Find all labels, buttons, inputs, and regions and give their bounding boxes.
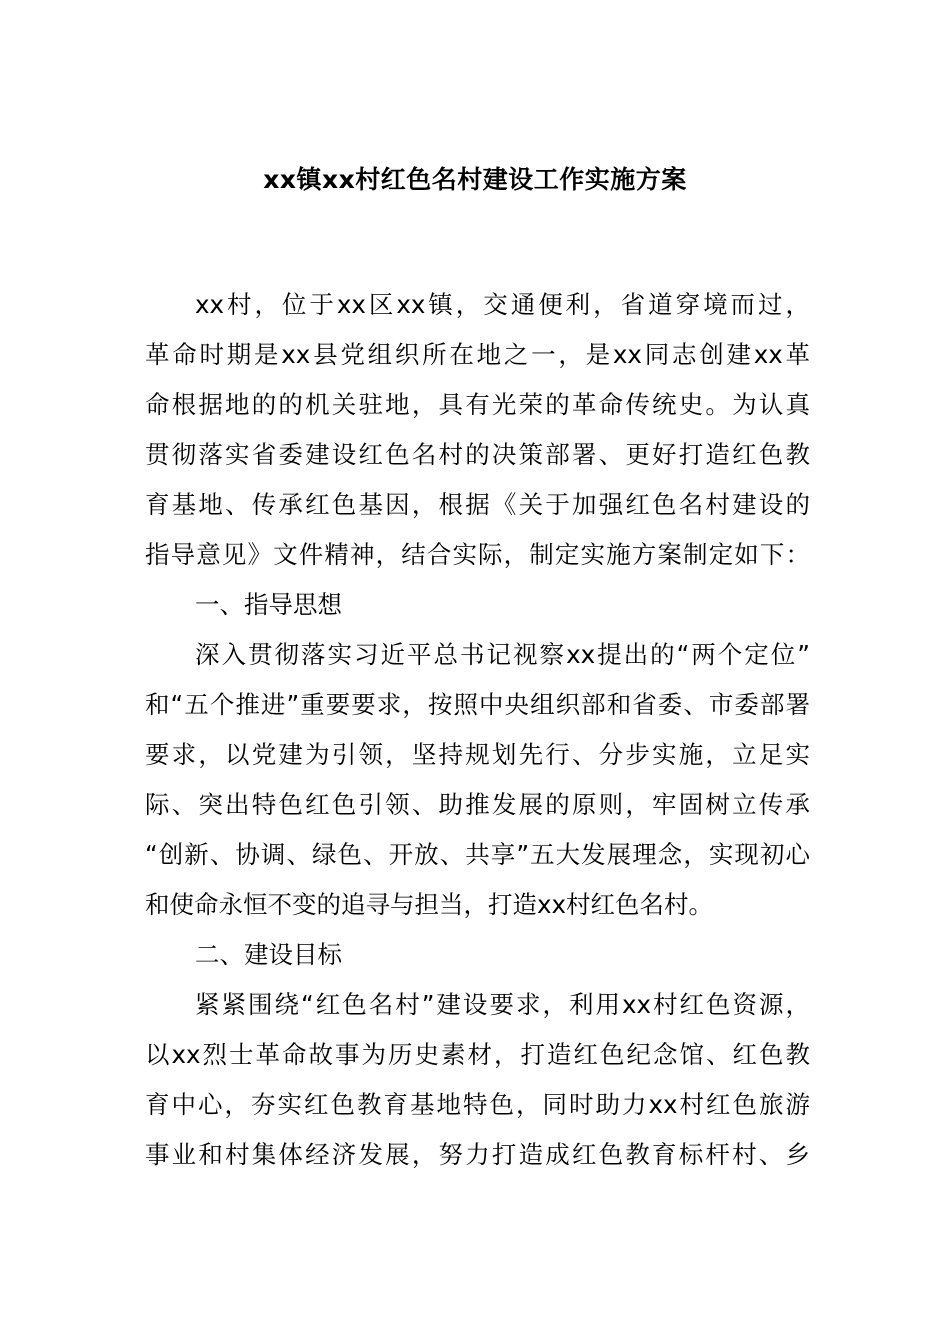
paragraph-line: 贯彻落实省委建设红色名村的决策部署、更好打造红色教	[145, 440, 810, 469]
paragraph-line: 指导意见》文件精神，结合实际，制定实施方案制定如下：	[145, 540, 810, 569]
paragraph-line: 要求，以党建为引领，坚持规划先行、分步实施，立足实	[145, 740, 810, 769]
paragraph-line: 紧紧围绕“红色名村”建设要求，利用xx村红色资源，	[195, 990, 810, 1019]
paragraph-line: 事业和村集体经济发展，努力打造成红色教育标杆村、乡	[145, 1140, 810, 1169]
paragraph-line: 际、突出特色红色引领、助推发展的原则，牢固树立传承	[145, 790, 810, 819]
section-heading: 二、建设目标	[195, 940, 342, 969]
paragraph-line: 命根据地的的机关驻地，具有光荣的革命传统史。为认真	[145, 390, 810, 419]
paragraph-line: 和“五个推进”重要要求，按照中央组织部和省委、市委部署	[145, 690, 810, 719]
paragraph-line: 深入贯彻落实习近平总书记视察xx提出的“两个定位”	[195, 640, 810, 669]
paragraph-line: 革命时期是xx县党组织所在地之一，是xx同志创建xx革	[145, 340, 810, 369]
paragraph-line: “创新、协调、绿色、开放、共享”五大发展理念，实现初心	[145, 840, 810, 869]
document-body	[145, 280, 810, 1180]
paragraph-line: 育中心，夯实红色教育基地特色，同时助力xx村红色旅游	[145, 1090, 810, 1119]
paragraph-line: 和使命永恒不变的追寻与担当，打造xx村红色名村。	[145, 890, 713, 919]
paragraph-line: 以xx烈士革命故事为历史素材，打造红色纪念馆、红色教	[145, 1040, 810, 1069]
paragraph-line: xx村，位于xx区xx镇，交通便利，省道穿境而过，	[195, 290, 810, 319]
paragraph-line: 育基地、传承红色基因，根据《关于加强红色名村建设的	[145, 490, 810, 519]
document-title: xx镇xx村红色名村建设工作实施方案	[263, 165, 687, 194]
section-heading: 一、指导思想	[195, 590, 342, 619]
